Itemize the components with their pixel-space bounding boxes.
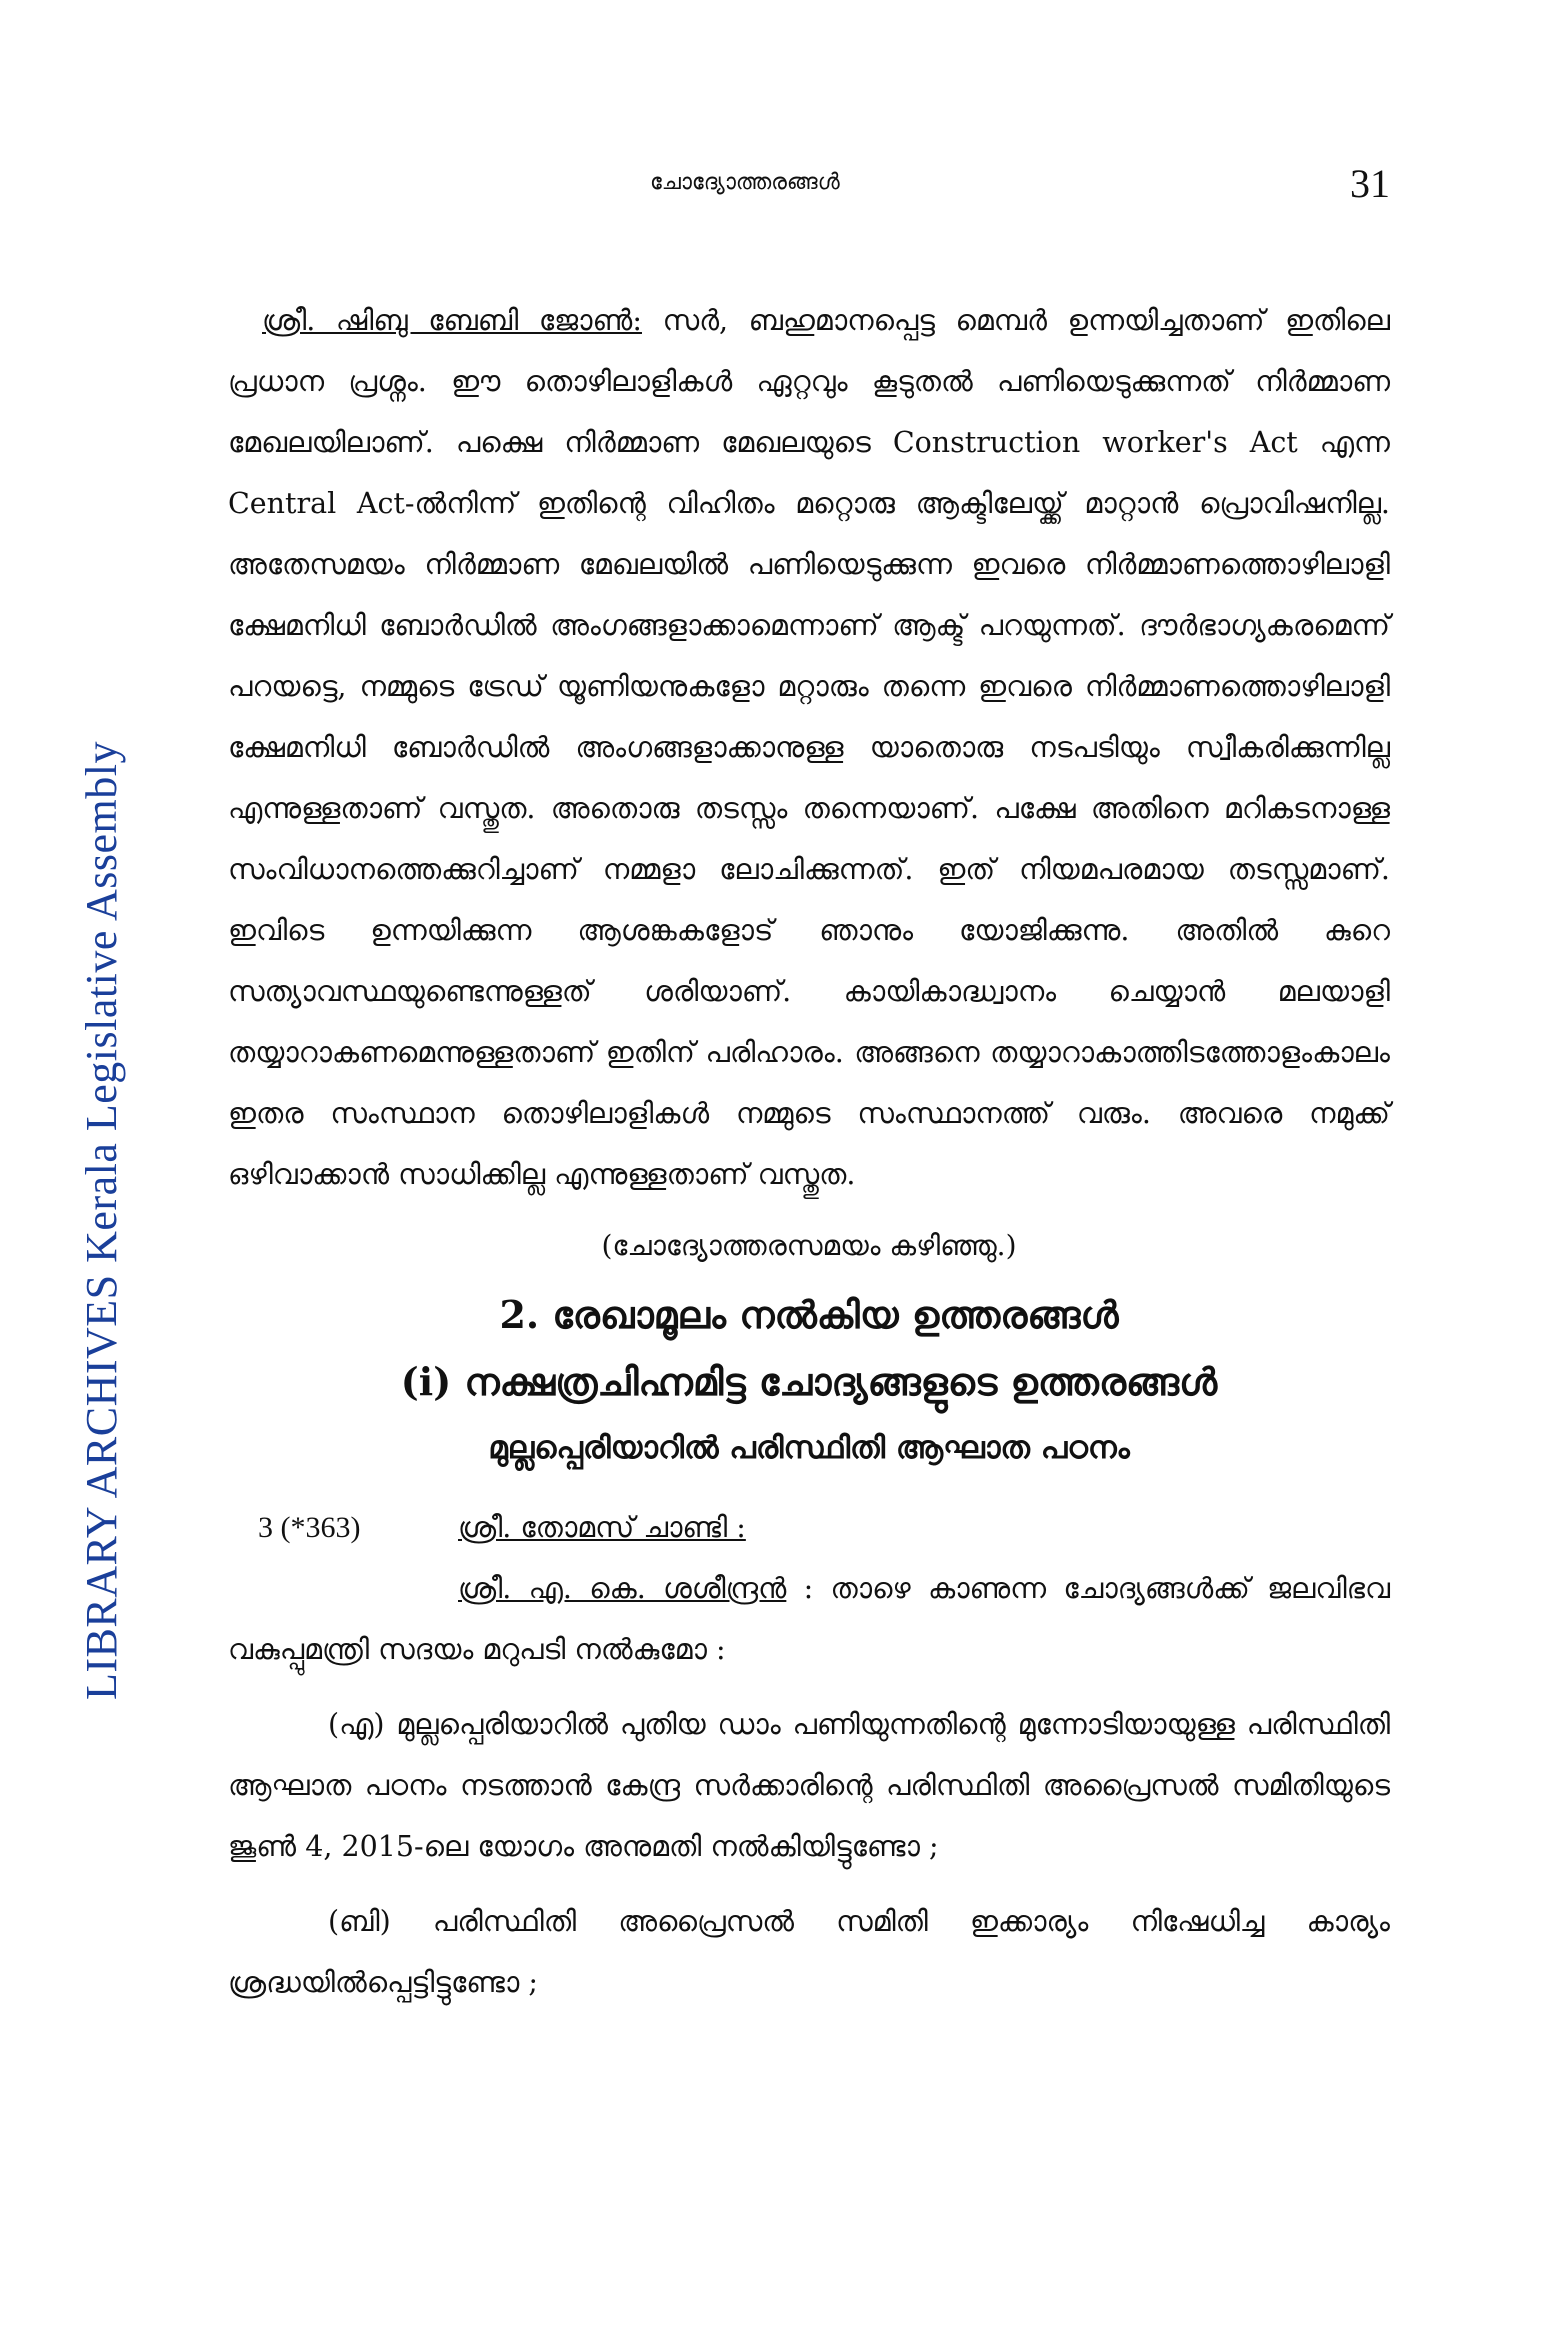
sub-question-a: [228, 1694, 1390, 1877]
speech-paragraph: [228, 290, 1390, 1205]
sub-question-text: പരിസ്ഥിതി അപ്രൈസൽ സമിതി ഇക്കാര്യം നിഷേധിച്ച കാര്യം ശ്രദ്ധയിൽപ്പെട്ടിട്ടുണ്ടോ ;: [228, 1905, 1390, 1999]
sub-question-label: (ബി): [328, 1905, 391, 1938]
section-heading: 2. രേഖാമൂലം നൽകിയ ഉത്തരങ്ങൾ: [499, 1292, 1119, 1337]
sub-question-text: മുല്ലപ്പെരിയാറിൽ പുതിയ ഡാം പണിയുന്നതിന്റെ മുന്നോടിയായുള്ള പരിസ്ഥിതി ആഘാത പഠനം നടത്താൻ കേന്ദ്ര സർക്കാരിന്റെ പരിസ്ഥിതി അപ്രൈസൽ സമിതിയുടെ ജൂൺ 4, 2015-ലെ യോഗം അനുമതി നൽകിയിട്ടുണ്ടോ ;: [228, 1708, 1391, 1863]
speaker-name: ശ്രീ. ഷിബു ബേബി ജോൺ:: [262, 304, 642, 337]
question-header: [228, 1497, 1390, 1558]
member-1-name: ശ്രീ. തോമസ് ചാണ്ടി :: [458, 1511, 746, 1544]
topic-heading: മുല്ലപ്പെരിയാറിൽ പരിസ്ഥിതി ആഘാത പഠനം: [488, 1430, 1130, 1466]
page-number: 31: [1350, 161, 1390, 206]
running-head: ചോദ്യോത്തരങ്ങൾ: [650, 170, 840, 195]
question-intro-text: : താഴെ കാണുന്ന ചോദ്യങ്ങൾക്ക് ജലവിഭവ വകുപ്പുമന്ത്രി സദയം മറുപടി നൽകുമോ :: [228, 1572, 1391, 1666]
page-body: [228, 290, 1390, 2013]
archive-watermark: LIBRARY ARCHIVES Kerala Legislative Assembly: [77, 741, 126, 1700]
sub-question-label: (എ): [328, 1708, 385, 1741]
member-1: [458, 1497, 1390, 1558]
speech-text: സർ, ബഹുമാനപ്പെട്ട മെമ്പർ ഉന്നയിച്ചതാണ് ഇതിലെ പ്രധാന പ്രശ്നം. ഈ തൊഴിലാളികൾ ഏറ്റവും കൂടുതൽ പണിയെടുക്കുന്നത് നിർമ്മാണ മേഖലയിലാണ്. പക്ഷെ നിർമ്മാണ മേഖലയുടെ Construction worker's Act എന്ന Central Act-ൽനിന്ന് ഇതിന്റെ വിഹിതം മറ്റൊരു ആക്ടിലേയ്ക്ക് മാറ്റാൻ പ്രൊവിഷനില്ല. അതേസമയം നിർമ്മാണ മേഖലയിൽ പണിയെടുക്കുന്ന ഇവരെ നിർമ്മാണത്തൊഴിലാളി ക്ഷേമനിധി ബോർഡിൽ അംഗങ്ങളാക്കാമെന്നാണ് ആക്ട് പറയുന്നത്. ദൗർഭാഗ്യകരമെന്ന് പറയട്ടെ, നമ്മുടെ ട്രേഡ് യൂണിയനുകളോ മറ്റാരും തന്നെ ഇവരെ നിർമ്മാണത്തൊഴിലാളി ക്ഷേമനിധി ബോർഡിൽ അംഗങ്ങളാക്കാനുള്ള യാതൊരു നടപടിയും സ്വീകരിക്കുന്നില്ല എന്നുള്ളതാണ് വസ്തുത. അതൊരു തടസ്സം തന്നെയാണ്. പക്ഷേ അതിനെ മറികടനാള്ള സംവിധാനത്തെക്കുറിച്ചാണ് നമ്മളാ ലോചിക്കുന്നത്. ഇത് നിയമപരമായ തടസ്സമാണ്. ഇവിടെ ഉന്നയിക്കുന്ന ആശങ്കകളോട് ഞാനും യോജിക്കുന്നു. അതിൽ കുറെ സത്യാവസ്ഥയുണ്ടെന്നുള്ളത് ശരിയാണ്. കായികാദ്ധ്വാനം ചെയ്യാൻ മലയാളി തയ്യാറാകണമെന്നുള്ളതാണ് ഇതിന് പരിഹാരം. അങ്ങനെ തയ്യാറാകാത്തിടത്തോളംകാലം ഇതര സംസ്ഥാന തൊഴിലാളികൾ നമ്മുടെ സംസ്ഥാനത്ത് വരും. അവരെ നമുക്ക് ഒഴിവാക്കാൻ സാധിക്കില്ല എന്നുള്ളതാണ് വസ്തുത.: [228, 304, 1391, 1191]
closing-note: (ചോദ്യോത്തരസമയം കഴിഞ്ഞു.): [601, 1229, 1017, 1262]
member-2-name: ശ്രീ. എ. കെ. ശശീന്ദ്രൻ: [458, 1572, 787, 1605]
sub-question-b: [228, 1891, 1390, 2013]
question-number: 3 (*363): [258, 1511, 361, 1544]
subsection-heading: (i) നക്ഷത്രചിഹ്നമിട്ട ചോദ്യങ്ങളുടെ ഉത്തരങ്ങൾ: [400, 1359, 1218, 1404]
question-intro: [228, 1558, 1390, 1680]
